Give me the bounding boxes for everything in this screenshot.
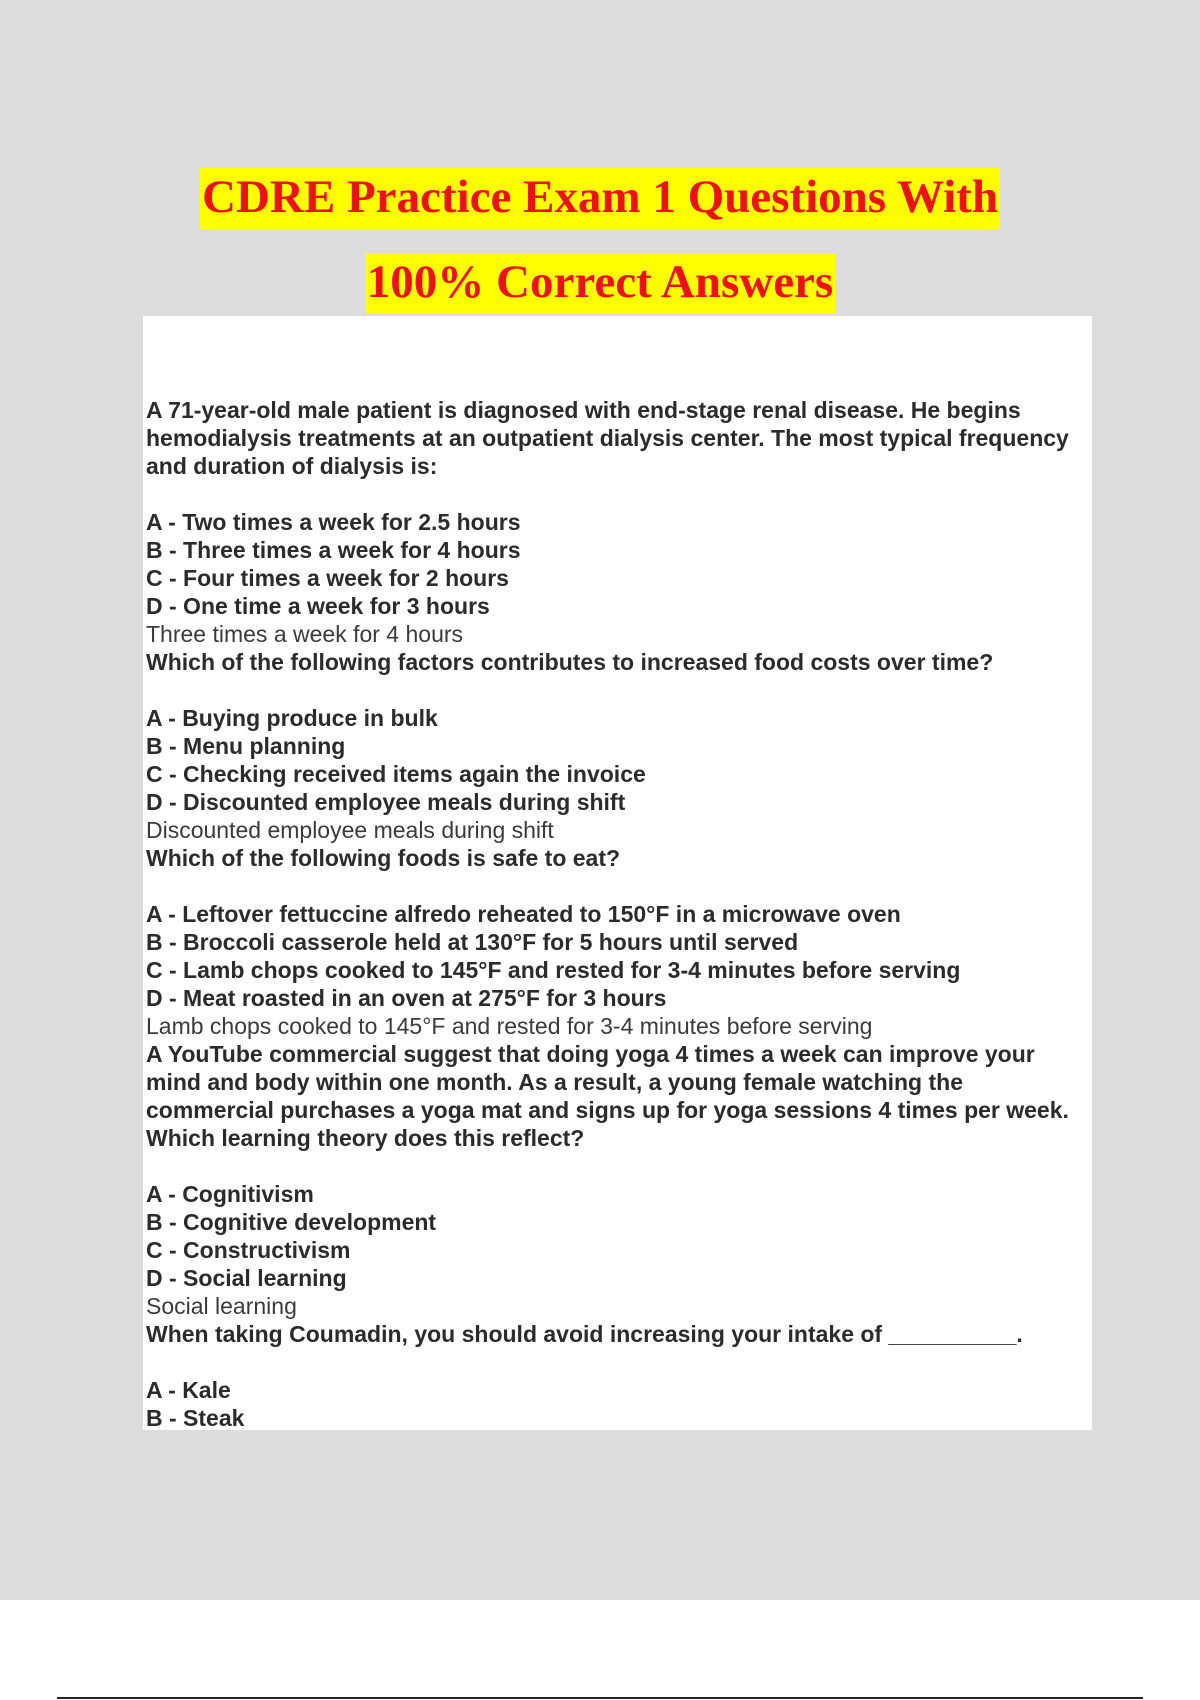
option-d: D - One time a week for 3 hours [146,593,490,619]
document-title-text-1: CDRE Practice Exam 1 Questions With [200,168,1000,229]
question-text: When taking Coumadin, you should avoid increasing your intake of __________. [146,1321,1023,1347]
question-text: Which of the following factors contributes to increased food costs over time? [146,649,994,675]
answer-text: Discounted employee meals during shift [146,817,554,843]
option-c: C - Checking received items again the invoice [146,761,646,787]
answer-text: Social learning [146,1293,297,1319]
option-b: B - Steak [146,1405,245,1431]
question-item-3 [146,844,1086,1040]
option-c: C - Four times a week for 2 hours [146,565,509,591]
option-b: B - Three times a week for 4 hours [146,537,521,563]
question-text: A 71-year-old male patient is diagnosed with end-stage renal disease. He begins hemodialysis treatments at an outpatient dialysis center. The most typical frequency and duration of dialysis is: [146,397,1069,479]
answer-text: Three times a week for 4 hours [146,621,464,647]
option-list [146,704,1086,816]
option-a: A - Leftover fettuccine alfredo reheated to 150°F in a microwave oven [146,901,901,927]
document-panel [143,316,1092,1430]
question-text: A YouTube commercial suggest that doing yoga 4 times a week can improve your mind and body within one month. As a result, a young female watching the commercial purchases a yoga mat and signs up for yoga sessions 4 times per week. Which learning theory does this reflect? [146,1041,1069,1151]
option-b: B - Broccoli casserole held at 130°F for 5 hours until served [146,929,799,955]
option-list [146,1180,1086,1292]
option-b: B - Cognitive development [146,1209,437,1235]
document-title-line-2 [0,256,1200,308]
option-d: D - Meat roasted in an oven at 275°F for 3 hours [146,985,667,1011]
option-list [146,1376,1086,1432]
option-list [146,508,1086,620]
option-a: A - Buying produce in bulk [146,705,438,731]
option-a: A - Cognitivism [146,1181,314,1207]
question-item-2 [146,648,1086,844]
question-text: Which of the following foods is safe to eat? [146,845,621,871]
option-a: A - Two times a week for 2.5 hours [146,509,521,535]
document-title-text-2: 100% Correct Answers [365,253,835,314]
option-d: D - Discounted employee meals during shift [146,789,626,815]
footer-divider [57,1697,1143,1699]
document-title-line-1 [0,171,1200,223]
option-d: D - Social learning [146,1265,347,1291]
question-item-4 [146,1040,1086,1320]
answer-text: Lamb chops cooked to 145°F and rested for 3-4 minutes before serving [146,1013,873,1039]
option-b: B - Menu planning [146,733,346,759]
question-item-5 [146,1320,1086,1432]
option-c: C - Lamb chops cooked to 145°F and rested for 3-4 minutes before serving [146,957,961,983]
question-list [146,396,1086,1432]
option-a: A - Kale [146,1377,231,1403]
option-c: C - Constructivism [146,1237,351,1263]
option-list [146,900,1086,1012]
question-item-1 [146,396,1086,648]
